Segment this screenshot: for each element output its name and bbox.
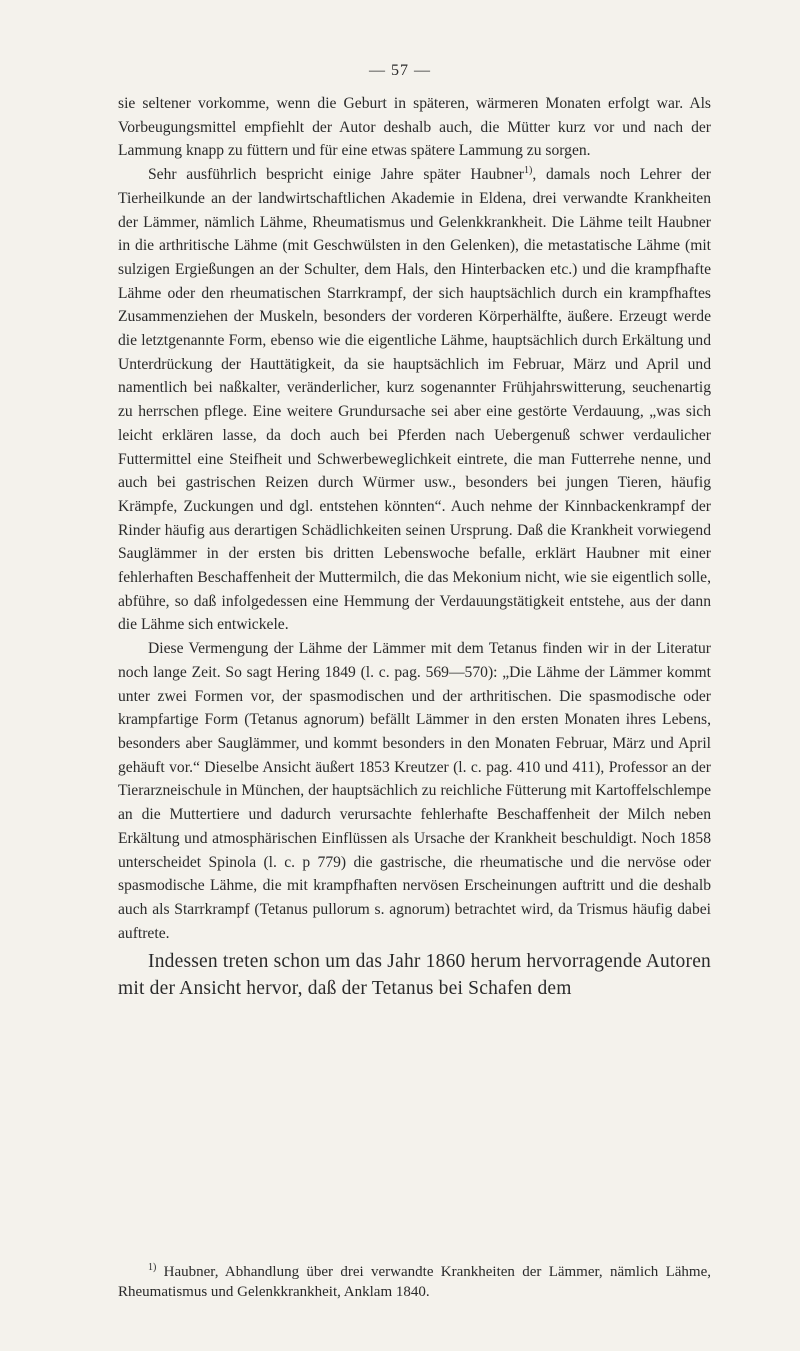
footnote-text — [118, 1262, 711, 1302]
footnote — [118, 1262, 711, 1302]
paragraph-1: sie seltener vorkomme, wenn die Geburt in späteren, wärmeren Monaten erfolgt war. Als Vorbeugungsmittel empfiehlt der Autor deshalb auch, die Mütter kurz vor und nach der Lammung knapp zu füttern und für eine etwas spätere Lammung zu sorgen. — [118, 95, 711, 160]
paragraph-2 — [118, 163, 711, 637]
page-number: — 57 — — [369, 62, 431, 79]
paragraph-2-rest: , damals noch Lehrer der Tierheilkunde an der landwirtschaftlichen Akademie in Eldena, drei verwandte Krankheiten der Lämmer, nämlich Lähme, Rheumatismus und Gelenkkrankheit. Die Lähme teilt Haubner in die arthritische Lähme (mit Geschwülsten in den Gelenken), die metastatische Lähme (mit sulzigen Ergießungen an der Schulter, dem Hals, den Hinterbacken etc.) und die krampfhafte Lähme oder den rheumatischen Starrkrampf, der sich hauptsächlich durch ein krampfhaftes Zusammenziehen der Muskeln, besonders der vorderen Körperhälfte, äußere. Erzeugt werde die letztgenannte Form, ebenso wie die eigentliche Lähme, hauptsächlich durch Erkältung und Unterdrückung der Hauttätigkeit, da sie hauptsächlich im Februar, März und April und namentlich bei naßkalter, veränderlicher, kurz sogenannter Frühjahrswitterung, seuchenartig zu herrschen pflege. Eine weitere Grundursache sei aber eine gestörte Verdauung, „was sich leicht erklären lasse, da doch auch bei Pferden nach Uebergenuß schwer verdaulicher Futtermittel eine Steifheit und Schwerbeweglichkeit eintrete, die man Futterrehe nenne, und auch bei gastrischen Reizen durch Würmer usw., besonders bei jungen Tieren, häufig Krämpfe, Zuckungen und dgl. entstehen könnten“. Auch nehme der Kinnbackenkrampf der Rinder häufig aus derartigen Schädlichkeiten seinen Ursprung. Daß die Krankheit vorwiegend Sauglämmer in der ersten bis dritten Lebenswoche befalle, erklärt Haubner mit einer fehlerhaften Beschaffenheit der Muttermilch, die das Mekonium nicht, wie sie eigentlich solle, abführe, so daß infolgedessen eine Hemmung der Verdauungstätigkeit entstehe, aus der dann die Lähme sich entwickele. — [118, 166, 711, 634]
paragraph-2-start: Sehr ausführlich bespricht einige Jahre später Haubner — [148, 166, 525, 184]
paragraph-4: Indessen treten schon um das Jahr 1860 herum hervorragende Autoren mit der Ansicht hervor, daß der Tetanus bei Schafen dem — [118, 951, 711, 1000]
paragraph-3: Diese Vermengung der Lähme der Lämmer mit dem Tetanus finden wir in der Literatur noch lange Zeit. So sagt Hering 1849 (l. c. pag. 569—570): „Die Lähme der Lämmer kommt unter zwei Formen vor, der spasmodischen und der arthritischen. Die spasmodische oder krampfartige Form (Tetanus agnorum) befällt Lämmer in den ersten Monaten ihres Lebens, besonders aber Sauglämmer, und kommt besonders in den Monaten Februar, März und April gehäuft vor.“ Dieselbe Ansicht äußert 1853 Kreutzer (l. c. pag. 410 und 411), Professor an der Tierarzneischule in München, der hauptsächlich zu reichliche Fütterung mit Kartoffelschlempe an die Muttertiere und dadurch verursachte fehlerhafte Beschaffenheit der Milch neben Erkältung und atmosphärischen Einflüssen als Ursache der Krankheit beschuldigt. Noch 1858 unterscheidet Spinola (l. c. p 779) die gastrische, die rheumatische und die nervöse oder spasmodische Lähme, die mit krampfhaften nervösen Erscheinungen auftritt und die deshalb auch als Starrkrampf (Tetanus pullorum s. agnorum) betrachtet wird, da Trismus häufig dabei auftrete. — [118, 640, 711, 942]
main-text — [118, 92, 711, 1002]
footnote-marker: 1) — [148, 1262, 157, 1273]
footnote-reference: 1) — [524, 165, 533, 177]
footnote-body: Haubner, Abhandlung über drei verwandte Krankheiten der Lämmer, nämlich Lähme, Rheumatismus und Gelenkkrankheit, Anklam 1840. — [118, 1264, 711, 1300]
